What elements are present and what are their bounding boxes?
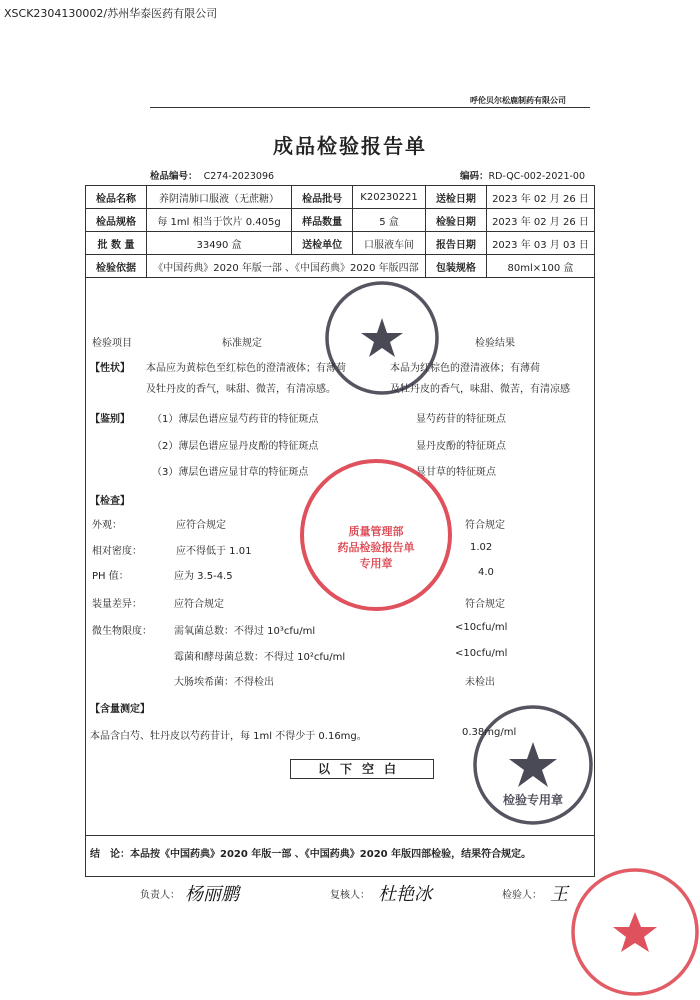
inspect-date-label: 检验日期 — [425, 209, 486, 232]
company-name: 呼伦贝尔松鹿制药有限公司 — [470, 95, 566, 105]
inspection-label: 【检查】 — [90, 496, 130, 507]
package-spec: 80ml×100 盒 — [486, 255, 594, 278]
check-item-ph: PH 值： — [92, 571, 129, 582]
check-std-ph: 应为 3.5-4.5 — [174, 571, 233, 582]
col-result: 检验结果 — [475, 338, 515, 349]
product-name: 养阴清肺口服液（无蔗糖） — [147, 186, 292, 209]
stamp2-line1: 质量管理部 — [348, 525, 404, 538]
responsible-label: 负责人： — [140, 890, 180, 901]
check-item-density: 相对密度： — [92, 546, 142, 557]
sample-qty: 5 盒 — [353, 209, 426, 232]
send-unit: 口服液车间 — [353, 232, 426, 255]
basis-label: 检验依据 — [86, 255, 147, 278]
properties-result-2: 及牡丹皮的香气，味甜、微苦，有清凉感 — [390, 384, 570, 395]
properties-standard-2: 及牡丹皮的香气，味甜、微苦，有清凉感。 — [146, 384, 336, 395]
star-icon — [613, 912, 657, 952]
star-icon — [509, 742, 557, 787]
report-date-label: 报告日期 — [425, 232, 486, 255]
stamp2-line3: 专用章 — [359, 557, 393, 570]
send-date: 2023 年 02 月 26 日 — [486, 186, 594, 209]
properties-standard-1: 本品应为黄棕色至红棕色的澄清液体；有薄荷 — [146, 363, 346, 374]
stamp3-bottom: 检验专用章 — [502, 793, 564, 807]
quality-dept-stamp — [296, 455, 456, 615]
ident-result-1: 显芍药苷的特征斑点 — [416, 414, 506, 425]
conclusion-rule — [85, 835, 595, 836]
check-std-fill: 应符合规定 — [174, 599, 224, 610]
star-icon — [361, 318, 403, 357]
check-res-aerobic: <10cfu/ml — [455, 622, 508, 633]
quality-dept-stamp-corner — [560, 860, 700, 1000]
assay-label: 【含量测定】 — [90, 704, 150, 715]
check-res-appearance: 符合规定 — [465, 520, 505, 531]
page-title: 成品检验报告单 — [273, 134, 427, 158]
check-std-aerobic: 需氧菌总数：不得过 10³cfu/ml — [174, 626, 316, 637]
unit-label: 送检单位 — [292, 232, 353, 255]
identification-label: 【鉴别】 — [90, 414, 130, 425]
check-item-fill: 装量差异： — [92, 599, 142, 610]
form-number: 编码：RD-QC-002-2021-00 — [460, 171, 585, 182]
ident-standard-3: （3）薄层色谱应显甘草的特征斑点 — [152, 467, 309, 478]
check-std-ecoli: 大肠埃希菌：不得检出 — [174, 677, 274, 688]
check-res-ecoli: 未检出 — [465, 677, 495, 688]
check-item-micro: 微生物限度： — [92, 626, 152, 637]
check-std-appearance: 应符合规定 — [176, 520, 226, 531]
report-date: 2023 年 03 月 03 日 — [486, 232, 594, 255]
reviewer-signature: 杜艳冰 — [378, 884, 432, 905]
spec-label: 检品规格 — [86, 209, 147, 232]
check-item-appearance: 外观： — [92, 520, 122, 531]
header-rule — [150, 107, 590, 108]
conclusion: 结 论：本品按《中国药典》2020 年版一部 、《中国药典》2020 年版四部检验，结果符合规定。 — [90, 849, 532, 860]
properties-result-1: 本品为红棕色的澄清液体；有薄荷 — [390, 363, 540, 374]
assay-standard: 本品含白芍、牡丹皮以芍药苷计，每 1ml 不得少于 0.16mg。 — [90, 731, 367, 742]
col-standard: 标准规定 — [222, 338, 262, 349]
stamp2-line2: 药品检验报告单 — [337, 541, 415, 554]
ident-result-2: 显丹皮酚的特征斑点 — [416, 441, 506, 452]
batch-label: 检品批号 — [292, 186, 353, 209]
lot-quantity: 33490 盒 — [147, 232, 292, 255]
batch-number: K20230221 — [353, 186, 426, 209]
ident-result-3: 显甘草的特征斑点 — [416, 467, 496, 478]
document-code: XSCK2304130002/苏州华泰医药有限公司 — [4, 7, 218, 20]
check-std-density: 应不得低于 1.01 — [176, 546, 252, 557]
assay-result: 0.38mg/ml — [462, 727, 517, 738]
check-res-density: 1.02 — [470, 542, 493, 553]
lot-label: 批 数 量 — [86, 232, 147, 255]
inspector-signature: 王 — [550, 884, 568, 905]
check-res-mould: <10cfu/ml — [455, 648, 508, 659]
qty-label: 样品数量 — [292, 209, 353, 232]
ident-standard-2: （2）薄层色谱应显丹皮酚的特征斑点 — [152, 441, 319, 452]
end-blank-mark: 以下空白 — [290, 759, 434, 779]
col-item: 检验项目 — [92, 338, 132, 349]
inspector-label: 检验人： — [502, 890, 542, 901]
company-inspection-stamp-2 — [468, 700, 598, 830]
inspection-basis: 《中国药典》2020 年版一部 、《中国药典》2020 年版四部 — [147, 255, 426, 278]
responsible-signature: 杨丽鹏 — [185, 884, 239, 905]
send-date-label: 送检日期 — [425, 186, 486, 209]
check-res-ph: 4.0 — [478, 567, 494, 578]
reviewer-label: 复核人： — [330, 890, 370, 901]
company-inspection-stamp-1 — [322, 278, 442, 398]
name-label: 检品名称 — [86, 186, 147, 209]
inspection-number: 检品编号： C274-2023096 — [150, 171, 275, 182]
properties-label: 【性状】 — [90, 363, 130, 374]
check-res-fill: 符合规定 — [465, 599, 505, 610]
pack-label: 包装规格 — [425, 255, 486, 278]
info-table — [85, 185, 595, 278]
product-spec: 每 1ml 相当于饮片 0.405g — [147, 209, 292, 232]
inspect-date: 2023 年 02 月 26 日 — [486, 209, 594, 232]
ident-standard-1: （1）薄层色谱应显芍药苷的特征斑点 — [152, 414, 319, 425]
check-std-mould: 霉菌和酵母菌总数：不得过 10²cfu/ml — [174, 652, 346, 663]
